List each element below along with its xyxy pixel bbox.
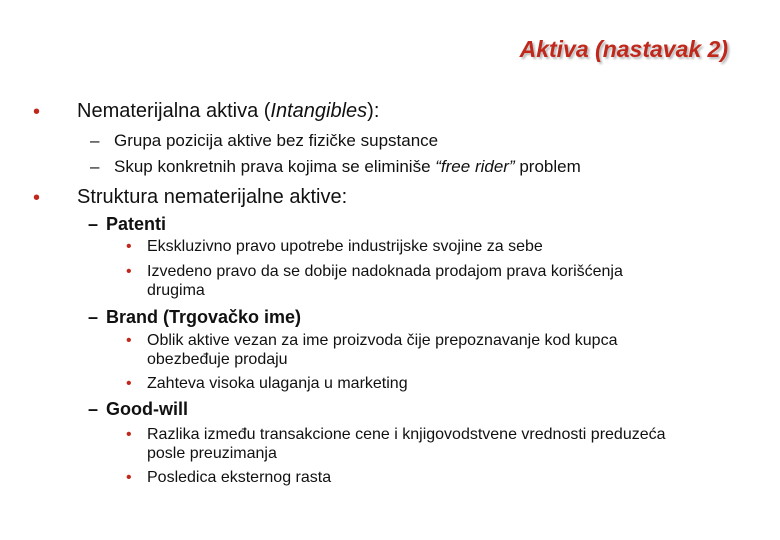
bullet-icon: • (126, 263, 132, 280)
text-emphasis: Intangibles (270, 100, 368, 122)
item-text: Posledica eksternog rasta (147, 469, 332, 486)
bullet-text-structure: Struktura nematerijalne aktive: (77, 186, 348, 208)
dash-icon: – (88, 214, 99, 234)
dash-icon: – (90, 131, 100, 150)
text-span: ): (367, 100, 380, 122)
item-text-cont: posle preuzimanja (147, 445, 277, 462)
bullet-icon: • (33, 101, 41, 123)
bullet-icon: • (33, 187, 41, 209)
item-text-cont: drugima (147, 282, 205, 299)
bullet-item (33, 101, 40, 124)
bullet-icon: • (126, 426, 132, 443)
text-span: Nematerijalna aktiva ( (77, 100, 271, 122)
bullet-icon: • (126, 375, 132, 392)
dash-icon: – (88, 307, 99, 327)
text-span: Skup konkretnih prava kojima se eliminiše (114, 157, 436, 176)
item-text: Razlika između transakcione cene i knjigovodstvene vrednosti preduzeća (147, 426, 666, 443)
group-label-patenti: Patenti (106, 214, 167, 234)
subitem-text (114, 157, 581, 177)
bullet-item (33, 187, 40, 210)
bullet-icon: • (126, 469, 132, 486)
slide-title: Aktiva (nastavak 2) (519, 36, 728, 62)
item-text: Izvedeno pravo da se dobije nadoknada prodajom prava korišćenja (147, 263, 623, 280)
item-text: Zahteva visoka ulaganja u marketing (147, 375, 408, 392)
text-span: problem (514, 157, 581, 176)
item-text: Ekskluzivno pravo upotrebe industrijske svojine za sebe (147, 238, 543, 255)
bullet-icon: • (126, 238, 132, 255)
bullet-text-intangibles (77, 100, 379, 123)
dash-icon: – (88, 399, 99, 419)
item-text: Oblik aktive vezan za ime proizvoda čije prepoznavanje kod kupca (147, 332, 618, 349)
text-emphasis: “free rider” (435, 157, 515, 176)
group-label-goodwill: Good-will (106, 399, 188, 419)
group-label-brand: Brand (Trgovačko ime) (106, 307, 302, 327)
bullet-icon: • (126, 332, 132, 349)
item-text-cont: obezbeđuje prodaju (147, 351, 288, 368)
subitem-text: Grupa pozicija aktive bez fizičke supstance (114, 131, 439, 150)
dash-icon: – (90, 157, 100, 176)
